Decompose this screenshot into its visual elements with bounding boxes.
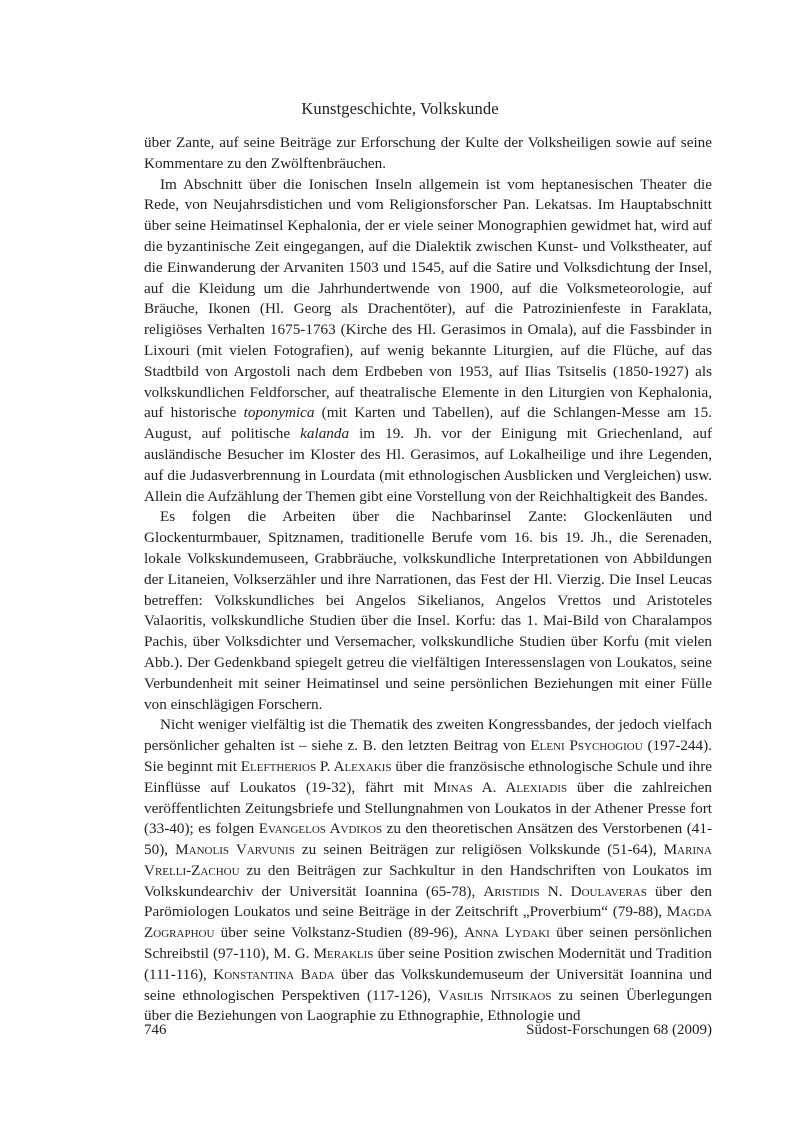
paragraph-2-text-c: im 19. Jh. vor der Einigung mit Griechenland, auf ausländische Besucher im Kloster des Hl. Gerasimos, auf Lokalheilige und ihre Legenden, auf die Judasverbrennung in Lourdata (mit ethnologischen Ausblicken und Vergleichen) usw. Allein die Aufzählung der Themen gibt eine Vorstellung von der Reichhaltigkeit des Bandes. [144,425,712,505]
journal-citation: Südost-Forschungen 68 (2009) [526,1022,712,1038]
page-footer [144,1022,712,1039]
paragraph-4-text: über den Parömiologen Loukatos und seine Beiträge in der Zeitschrift „Proverbium“ (79-88), [144,882,712,921]
author-name: Eleni Psychogiou [530,737,643,755]
paragraph-4-text: zu seinen Überlegungen über die Beziehungen von Laographie zu Ethnographie, Ethnologie und [144,986,712,1025]
paragraph-4 [144,715,712,1027]
paragraph-3: Es folgen die Arbeiten über die Nachbarinsel Zante: Glockenläuten und Glockenturmbauer, Spitznamen, traditionelle Berufe vom 16. bis 19. Jh., die Serenaden, lokale Volkskundemuseen, Grabbräuche, volkskundliche Interpretationen von Abbildungen der Litaneien, Volkserzähler und ihre Narrationen, das Fest der Hl. Vierzig. Die Insel Leucas betreffen: Volkskundliches bei Angelos Sikelianos, Angelos Vrettos und Aristoteles Valaoritis, volkskundliche Studien über die Insel. Korfu: das 1. Mai-Bild von Charalampos Pachis, über Volksdichter und Versemacher, volkskundliche Studien über Korfu (mit vielen Abb.). Der Gedenkband spiegelt getreu die vielfältigen Interessenslagen von Loukatos, seine Verbundenheit mit seiner Heimatinsel und seine persönlichen Beziehungen mit einer Fülle von einschlägigen Forschern. [144,508,712,713]
paragraph-4-text: Nicht weniger vielfältig ist die Thematik des zweiten Kongressbandes, der jedoch vielfach persönlicher gehalten ist – siehe z. B. den letzten Beitrag von [144,716,712,755]
author-name: Evangelos Avdikos [258,820,383,838]
paragraph-4-text: über seine Position zwischen Modernität und Tradition (111-116), [144,945,712,983]
paragraph-4-text: über die französische ethnologische Schule und ihre Einflüsse auf Loukatos (19-32), fährt mit [144,757,713,796]
author-name: Eleftherios P. Alexakis [240,757,392,775]
paragraph-4-text: zu seinen Beiträgen zur religiösen Volkskunde (51-64), [294,841,664,859]
page-number: 746 [144,1022,167,1038]
body-text [144,133,712,1027]
paragraph-4-text: über das Volkskundemuseum der Universität Ioannina und seine ethnologischen Perspektiven (117-126), [144,965,713,1004]
author-name: Manolis Varvunis [175,841,295,859]
paragraph-2 [144,175,712,508]
author-name: Marina Vrelli-Zachou [144,841,712,879]
italic-term-toponymica: toponymica [243,404,315,422]
author-name: M. G. Meraklis [273,945,374,963]
paragraph-4-text: über die zahlreichen veröffentlichten Zeitungsbriefe und Stellungnahmen von Loukatos in der Athener Presse fort (33-40); es folgen [144,778,712,838]
paragraph-4-text: über seinen persönlichen Schreibstil (97-110), [144,924,713,963]
paragraph-4-text: (197-244). Sie beginnt mit [144,737,712,775]
author-name: Minas A. Alexiadis [433,778,568,796]
paragraph-4-text: zu den theoretischen Ansätzen des Verstorbenen (41-50), [144,820,712,859]
running-head: Kunstgeschichte, Volkskunde [301,99,499,118]
paragraph-1: über Zante, auf seine Beiträge zur Erforschung der Kulte der Volksheiligen sowie auf seine Kommentare zu den Zwölftenbräuchen. [144,134,712,172]
paragraph-2-text-a: Im Abschnitt über die Ionischen Inseln allgemein ist vom heptanesischen Theater die Rede, von Neujahrsdistichen und vom Religionsforscher Pan. Lekatsas. Im Hauptabschnitt über seine Heimatinsel Kephalonia, der er viele seiner Monographien gewidmet hat, wird auf die byzantinische Zeit eingegangen, auf die Dialektik zwischen Kunst- und Volkstheater, auf die Einwanderung der Arvaniten 1503 und 1545, auf die Satire und Volksdichtung der Insel, auf die Kleidung um die Jahrhundertwende von 1900, auf die Volksmeteorologie, auf Bräuche, Ikonen (Hl. Georg als Drachentöter), auf die Patrozinienfeste in Faraklata, religiöses Verhalten 1675-1763 (Kirche des Hl. Gerasimos in Omala), auf die Fassbinder in Lixouri (mit vielen Fotografien), auf wenig bekannte Liturgien, auf die Flüche, auf das Stadtbild von Argostoli nach dem Erdbeben von 1953, auf Ilias Tsitselis (1850-1927) als volkskundlichen Feldforscher, auf theatralische Elemente in den Liturgien von Kephalonia, auf historische [144,175,712,422]
author-name: Aristidis N. Doulaveras [483,882,647,900]
paragraph-4-text: über seine Volkstanz-Studien (89-96), [214,924,465,942]
paragraph-4-text: zu den Beiträgen zur Sachkultur in den Handschriften von Loukatos im Volkskundearchiv der Universität Ioannina (65-78), [144,861,712,900]
author-name: Konstantina Bada [213,965,335,983]
italic-term-kalanda: kalanda [300,425,350,443]
author-name: Magda Zographou [144,903,712,942]
author-name: Anna Lydaki [464,924,550,942]
paragraph-2-text-b: (mit Karten und Tabellen), auf die Schlangen-Messe am 15. August, auf politische [144,404,712,443]
author-name: Vasilis Nitsikaos [438,986,552,1004]
